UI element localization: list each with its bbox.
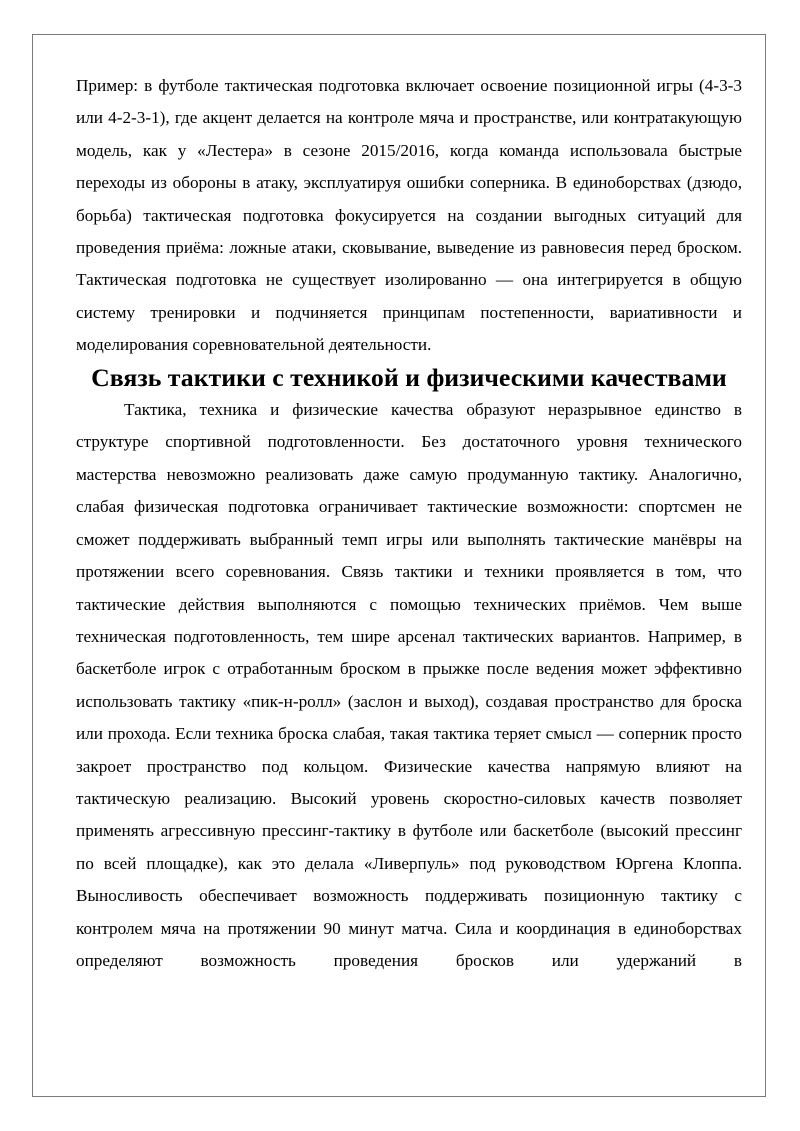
section-heading: Связь тактики с техникой и физическими качествами: [91, 362, 727, 392]
document-body: [76, 70, 742, 977]
paragraph: Тактика, техника и физические качества образуют неразрывное единство в структуре спортивной подготовленности. Без достаточного уровня технического мастерства невозможно реализовать даже самую продуманную тактику. Аналогично, слабая физическая подготовка ограничивает тактические возможности: спортсмен не сможет поддерживать выбранный темп игры или выполнять тактические манёвры на протяжении всего соревнования. Связь тактики и техники проявляется в том, что тактические действия выполняются с помощью технических приёмов. Чем выше техническая подготовленность, тем шире арсенал тактических вариантов. Например, в баскетболе игрок с отработанным броском в прыжке после ведения может эффективно использовать тактику «пик-н-ролл» (заслон и выход), создавая пространство для броска или прохода. Если техника броска слабая, такая тактика теряет смысл — соперник просто закроет пространство под кольцом. Физические качества напрямую влияют на тактическую реализацию. Высокий уровень скоростно-силовых качеств позволяет применять агрессивную прессинг-тактику в футболе или баскетболе (высокий прессинг по всей площадке), как это делала «Ливерпуль» под руководством Юргена Клоппа. Выносливость обеспечивает возможность поддерживать позиционную тактику с контролем мяча на протяжении 90 минут матча. Сила и координация в единоборствах определяют возможность проведения бросков или удержаний в: [76, 400, 742, 970]
paragraph: Пример: в футболе тактическая подготовка включает освоение позиционной игры (4-3-3 или 4-2-3-1), где акцент делается на контроле мяча и пространстве, или контратакующую модель, как у «Лестера» в сезоне 2015/2016, когда команда использовала быстрые переходы из обороны в атаку, эксплуатируя ошибки соперника. В единоборствах (дзюдо, борьба) тактическая подготовка фокусируется на создании выгодных ситуаций для проведения приёма: ложные атаки, сковывание, выведение из равновесия перед броском. Тактическая подготовка не существует изолированно — она интегрируется в общую систему тренировки и подчиняется принципам постепенности, вариативности и моделирования соревновательной деятельности.: [76, 76, 742, 355]
